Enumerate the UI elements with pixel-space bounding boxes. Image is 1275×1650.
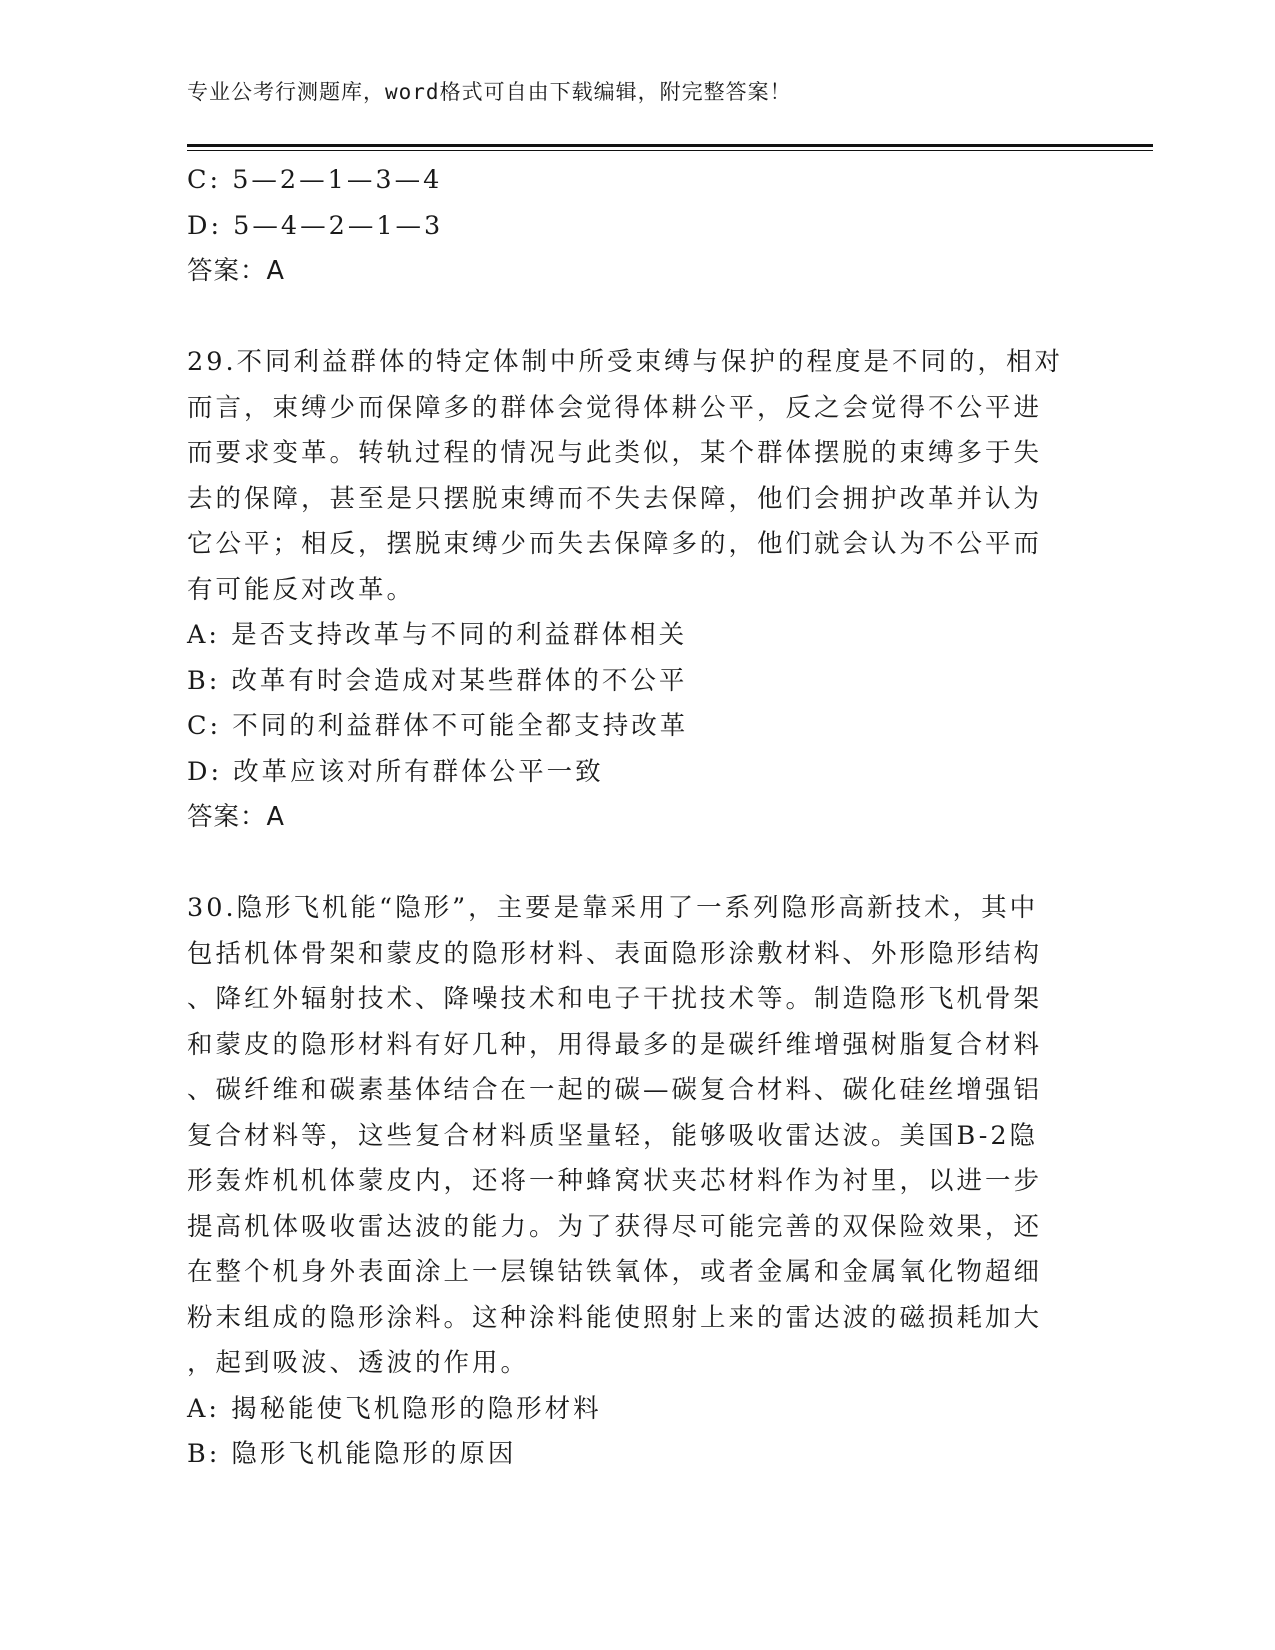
spacer — [187, 295, 1087, 341]
spacer — [187, 841, 1087, 887]
answer-line: 答案：A — [187, 802, 285, 832]
page-header: 专业公考行测题库，word格式可自由下载编辑，附完整答案！ — [187, 80, 792, 104]
question-stem-line: 而言，束缚少而保障多的群体会觉得体耕公平，反之会觉得不公平进 — [187, 392, 1043, 423]
question-stem-line: 包括机体骨架和蒙皮的隐形材料、表面隐形涂敷材料、外形隐形结构 — [187, 938, 1043, 969]
question-stem-line: 提高机体吸收雷达波的能力。为了获得尽可能完善的双保险效果，还 — [187, 1211, 1043, 1242]
question-stem-line: 形轰炸机机体蒙皮内，还将一种蜂窝状夹芯材料作为衬里，以进一步 — [187, 1166, 1043, 1196]
option-c: C: 5—2—1—3—4 — [187, 165, 443, 195]
question-stem-line: 而要求变革。转轨过程的情况与此类似，某个群体摆脱的束缚多于失 — [187, 438, 1043, 468]
question-stem-line: 有可能反对改革。 — [187, 574, 416, 605]
question-stem-line: 粉末组成的隐形涂料。这种涂料能使照射上来的雷达波的磁损耗加大 — [187, 1302, 1043, 1333]
question-stem-line: 29.不同利益群体的特定体制中所受束缚与保护的程度是不同的，相对 — [187, 347, 1064, 377]
option-d: D: 5—4—2—1—3 — [187, 210, 444, 241]
question-stem-line: 它公平；相反，摆脱束缚少而失去保障多的，他们就会认为不公平而 — [187, 529, 1043, 559]
question-stem-line: 、碳纤维和碳素基体结合在一起的碳—碳复合材料、碳化硅丝增强铝 — [187, 1075, 1043, 1105]
question-stem-line: 30.隐形飞机能“隐形”，主要是靠采用了一系列隐形高新技术，其中 — [187, 893, 1039, 923]
header-rule-thick — [187, 144, 1153, 147]
header-rule-thin — [187, 150, 1153, 151]
question-30 — [187, 886, 1087, 1478]
question-stem-line: 和蒙皮的隐形材料有好几种，用得最多的是碳纤维增强树脂复合材料 — [187, 1029, 1043, 1060]
answer-line: 答案：A — [187, 256, 285, 286]
document-body — [187, 158, 1087, 1478]
question-stem-line: 在整个机身外表面涂上一层镍钴铁氧体，或者金属和金属氧化物超细 — [187, 1257, 1043, 1287]
option-b: B: 隐形飞机能隐形的原因 — [187, 1439, 517, 1469]
question-stem-line: 、降红外辐射技术、降噪技术和电子干扰技术等。制造隐形飞机骨架 — [187, 984, 1043, 1014]
option-d: D: 改革应该对所有群体公平一致 — [187, 756, 604, 787]
option-a: A: 是否支持改革与不同的利益群体相关 — [187, 620, 688, 650]
option-c: C: 不同的利益群体不可能全都支持改革 — [187, 711, 689, 741]
question-29 — [187, 340, 1087, 841]
question-stem-line: 复合材料等，这些复合材料质坚量轻，能够吸收雷达波。美国B-2隐 — [187, 1120, 1039, 1151]
option-a: A: 揭秘能使飞机隐形的隐形材料 — [187, 1393, 602, 1424]
question-stem-line: 去的保障，甚至是只摆脱束缚而不失去保障，他们会拥护改革并认为 — [187, 483, 1043, 514]
question-stem-line: ，起到吸波、透波的作用。 — [187, 1348, 530, 1378]
option-b: B: 改革有时会造成对某些群体的不公平 — [187, 665, 688, 696]
